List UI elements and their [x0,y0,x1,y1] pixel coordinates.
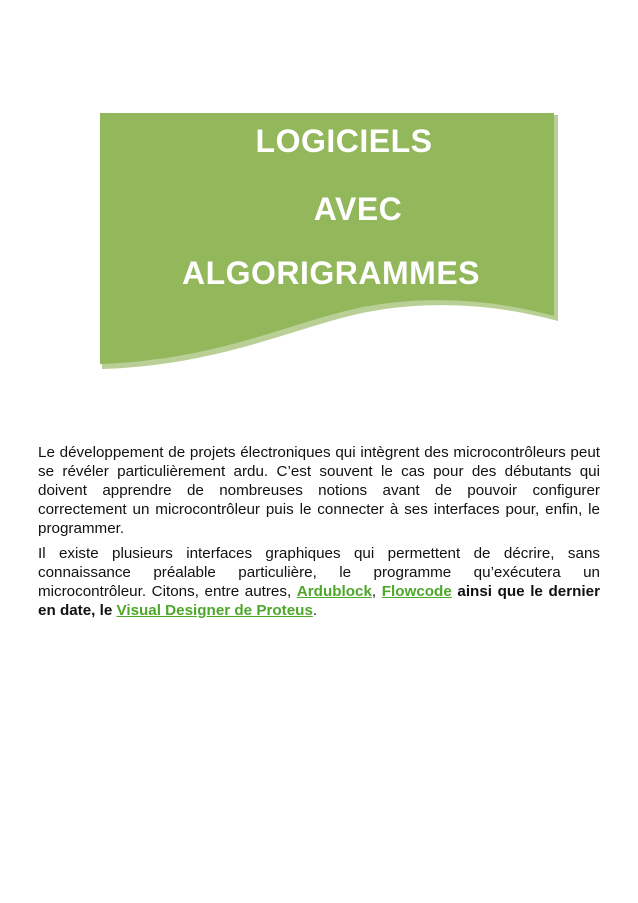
visual-designer-proteus-link[interactable]: Visual Designer de Proteus [116,602,313,619]
article-body [38,443,600,620]
paragraph-2-end: . [312,602,318,619]
banner-text [100,113,558,313]
flowcode-link[interactable]: Flowcode [381,583,452,600]
title-banner [100,113,558,373]
paragraph-2 [38,544,600,620]
ardublock-link[interactable]: Ardublock [296,583,372,600]
banner-title-line-1: LOGICIELS [255,123,433,159]
paragraph-2-separator: , [371,583,382,600]
paragraph-2-bold-text: ainsi que le dernier en date, le [38,583,600,619]
paragraph-2-intro: Il existe plusieurs interfaces graphiques qui permettent de décrire, sans connaissance préalable particulière, le programme qu’exécutera un microcontrôleur. Citons, entre autres, [38,545,600,600]
banner-title-line-2: AVEC [313,191,403,227]
banner-title-line-3: ALGORIGRAMMES [181,255,481,291]
paragraph-1: Le développement de projets électroniques qui intègrent des microcontrôleurs peut se révéler particulièrement ardu. C’est souvent le cas pour des débutants qui doivent apprendre de nombreuses notions avant de pouvoir configurer correctement un microcontrôleur puis le connecter à ses interfaces pour, enfin, le programmer. [38,444,600,537]
